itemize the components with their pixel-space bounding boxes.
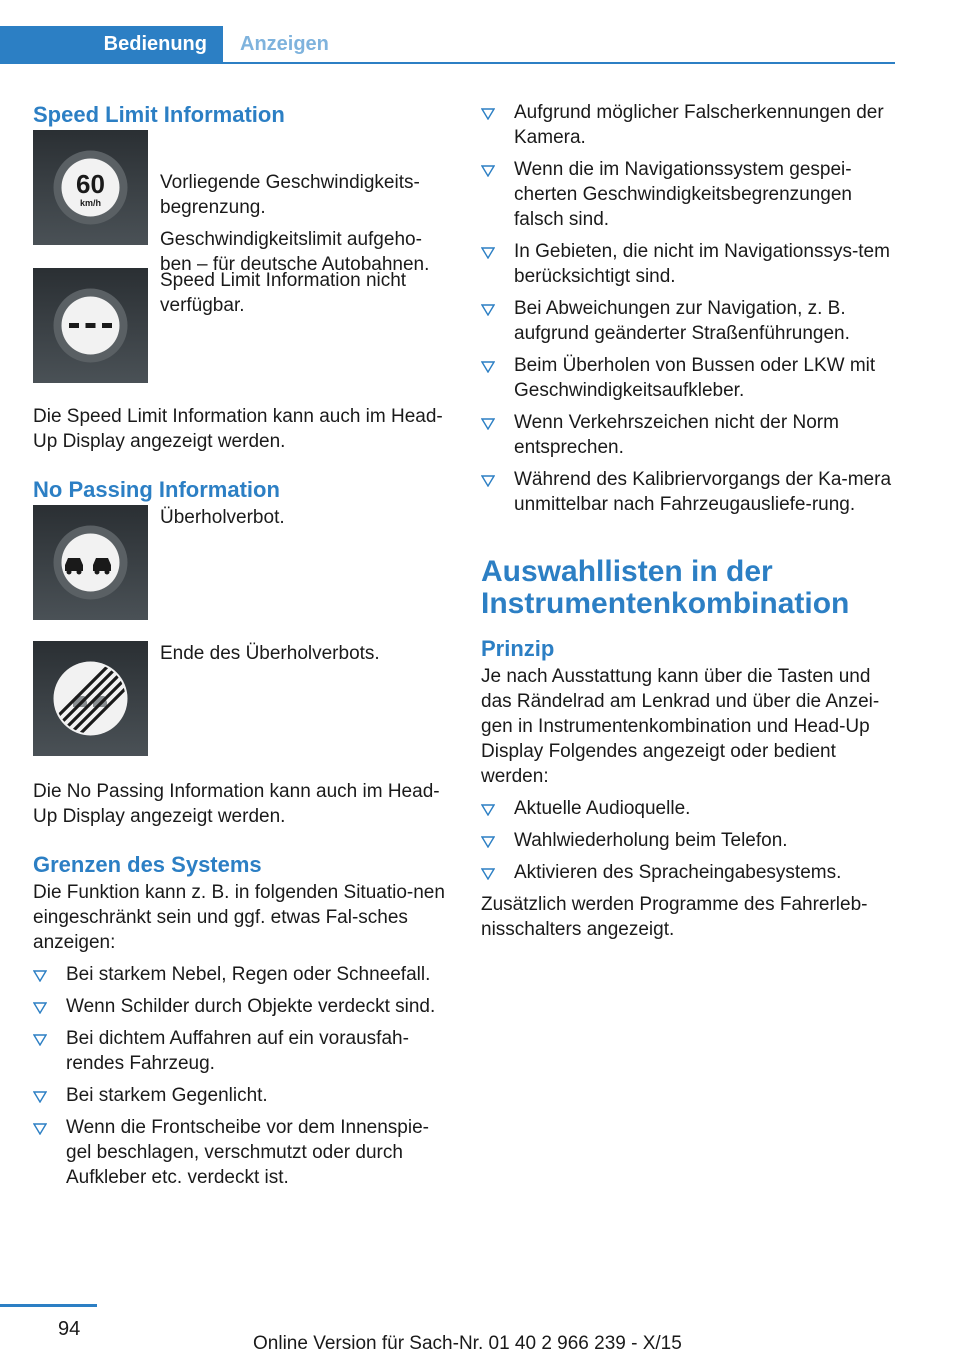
list-item bbox=[481, 467, 896, 517]
no-passing-icon bbox=[33, 505, 148, 620]
sign3-description bbox=[160, 505, 450, 530]
list-item bbox=[33, 994, 448, 1019]
list-item-text: Während des Kalibriervorgangs der Ka-mera unmittelbar nach Fahrzeugausliefe-rung. bbox=[514, 469, 892, 515]
bullet-triangle-icon bbox=[481, 165, 495, 177]
bullet-triangle-icon bbox=[481, 108, 495, 120]
list-item bbox=[481, 100, 896, 150]
list-item bbox=[481, 828, 896, 853]
list-item-text: Bei Abweichungen zur Navigation, z. B. aufgrund geänderter Straßenführungen. bbox=[514, 298, 850, 344]
selection-lists-heading: Auswahllisten in der Instrumentenkombination bbox=[481, 555, 850, 620]
bullet-triangle-icon bbox=[33, 1091, 47, 1103]
bullet-triangle-icon bbox=[481, 868, 495, 880]
list-item-text: Wenn Schilder durch Objekte verdeckt sind. bbox=[66, 996, 436, 1017]
sign1-text-lifted: Geschwindigkeitslimit aufgeho-ben – für deutsche Autobahnen. bbox=[160, 229, 430, 275]
list-item-text: Wenn die Frontscheibe vor dem Innenspie-gel beschlagen, verschmutzt oder durch Aufkleber etc. verdeckt ist. bbox=[66, 1117, 429, 1188]
sign1-description bbox=[160, 130, 450, 277]
sign4-text: Ende des Überholverbots. bbox=[160, 643, 380, 664]
tab-anzeigen[interactable]: Anzeigen bbox=[240, 33, 329, 55]
sign-speed-number: 60 bbox=[76, 169, 105, 199]
sign3-text: Überholverbot. bbox=[160, 507, 285, 528]
system-limits-list-continued bbox=[481, 100, 896, 517]
sign-row-no-passing bbox=[33, 505, 448, 641]
list-item bbox=[481, 296, 896, 346]
list-item bbox=[481, 353, 896, 403]
list-item bbox=[481, 157, 896, 232]
principle-heading: Prinzip bbox=[481, 636, 555, 661]
principle-list bbox=[481, 796, 896, 885]
left-column bbox=[33, 100, 448, 1197]
list-item-text: Wenn die im Navigationssystem gespei-cherten Geschwindigkeitsbegrenzungen falsch sind. bbox=[514, 159, 852, 230]
list-item bbox=[481, 860, 896, 885]
sign2-text: Speed Limit Information nicht verfügbar. bbox=[160, 270, 407, 316]
no-passing-paragraph: Die No Passing Information kann auch im Head-Up Display angezeigt werden. bbox=[33, 781, 440, 827]
list-item bbox=[481, 796, 896, 821]
page-number: 94 bbox=[58, 1318, 81, 1340]
list-item-text: Aufgrund möglicher Falscherkennungen der Kamera. bbox=[514, 102, 884, 148]
sign1-text-current: Vorliegende Geschwindigkeits-begrenzung. bbox=[160, 172, 420, 218]
closing-paragraph: Zusätzlich werden Programme des Fahrerleb-nisschalters angezeigt. bbox=[481, 894, 868, 940]
speed-limit-paragraph: Die Speed Limit Information kann auch im Head-Up Display angezeigt werden. bbox=[33, 406, 443, 452]
bullet-triangle-icon bbox=[33, 1002, 47, 1014]
speed-limit-heading: Speed Limit Information bbox=[33, 102, 285, 127]
system-limits-paragraph: Die Funktion kann z. B. in folgenden Situatio-nen eingeschränkt sein und ggf. etwas Fal-sches anzeigen: bbox=[33, 882, 445, 953]
bullet-triangle-icon bbox=[33, 1123, 47, 1135]
tab-bedienung[interactable]: Bedienung bbox=[0, 26, 223, 62]
list-item-text: Beim Überholen von Bussen oder LKW mit Geschwindigkeitsaufkleber. bbox=[514, 355, 876, 401]
end-no-passing-icon bbox=[33, 641, 148, 756]
bullet-triangle-icon bbox=[481, 836, 495, 848]
bullet-triangle-icon bbox=[481, 361, 495, 373]
list-item-text: In Gebieten, die nicht im Navigationssys-tem berücksichtigt sind. bbox=[514, 241, 890, 287]
sign2-description bbox=[160, 268, 450, 318]
bullet-triangle-icon bbox=[33, 1034, 47, 1046]
principle-paragraph: Je nach Ausstattung kann über die Tasten und das Rändelrad am Lenkrad und über die Anzei-gen in Instrumentenkombination und Head-Up Display Folgendes angezeigt oder bedient werden: bbox=[481, 666, 880, 787]
bullet-triangle-icon bbox=[481, 304, 495, 316]
list-item-text: Bei starkem Nebel, Regen oder Schneefall. bbox=[66, 964, 431, 985]
no-passing-heading: No Passing Information bbox=[33, 477, 280, 502]
speed-limit-60-icon bbox=[33, 130, 148, 245]
list-item-text: Aktivieren des Spracheingabesystems. bbox=[514, 862, 842, 883]
list-item-text: Wahlwiederholung beim Telefon. bbox=[514, 830, 788, 851]
system-limits-heading: Grenzen des Systems bbox=[33, 852, 262, 877]
list-item bbox=[481, 239, 896, 289]
list-item bbox=[33, 962, 448, 987]
bullet-triangle-icon bbox=[33, 970, 47, 982]
bullet-triangle-icon bbox=[481, 475, 495, 487]
sign-row-speed-limit bbox=[33, 130, 448, 275]
list-item bbox=[481, 410, 896, 460]
system-limits-list bbox=[33, 962, 448, 1190]
bullet-triangle-icon bbox=[481, 418, 495, 430]
footer-version: Online Version für Sach-Nr. 01 40 2 966 239 - X/15 bbox=[253, 1333, 682, 1354]
list-item bbox=[33, 1083, 448, 1108]
sign-row-end-no-passing bbox=[33, 641, 448, 779]
sign4-description bbox=[160, 641, 450, 666]
list-item-text: Bei starkem Gegenlicht. bbox=[66, 1085, 268, 1106]
chapter-tabbar bbox=[0, 26, 895, 64]
bullet-triangle-icon bbox=[481, 247, 495, 259]
bullet-triangle-icon bbox=[481, 804, 495, 816]
list-item-text: Bei dichtem Auffahren auf ein vorausfah-rendes Fahrzeug. bbox=[66, 1028, 409, 1074]
list-item-text: Wenn Verkehrszeichen nicht der Norm entsprechen. bbox=[514, 412, 839, 458]
list-item bbox=[33, 1115, 448, 1190]
right-column bbox=[481, 100, 896, 942]
speed-limit-unavailable-icon bbox=[33, 268, 148, 383]
sign-speed-unit: km/h bbox=[79, 198, 102, 208]
list-item bbox=[33, 1026, 448, 1076]
list-item-text: Aktuelle Audioquelle. bbox=[514, 798, 691, 819]
footer-rule bbox=[0, 1304, 97, 1307]
sign-row-unavailable bbox=[33, 268, 448, 404]
